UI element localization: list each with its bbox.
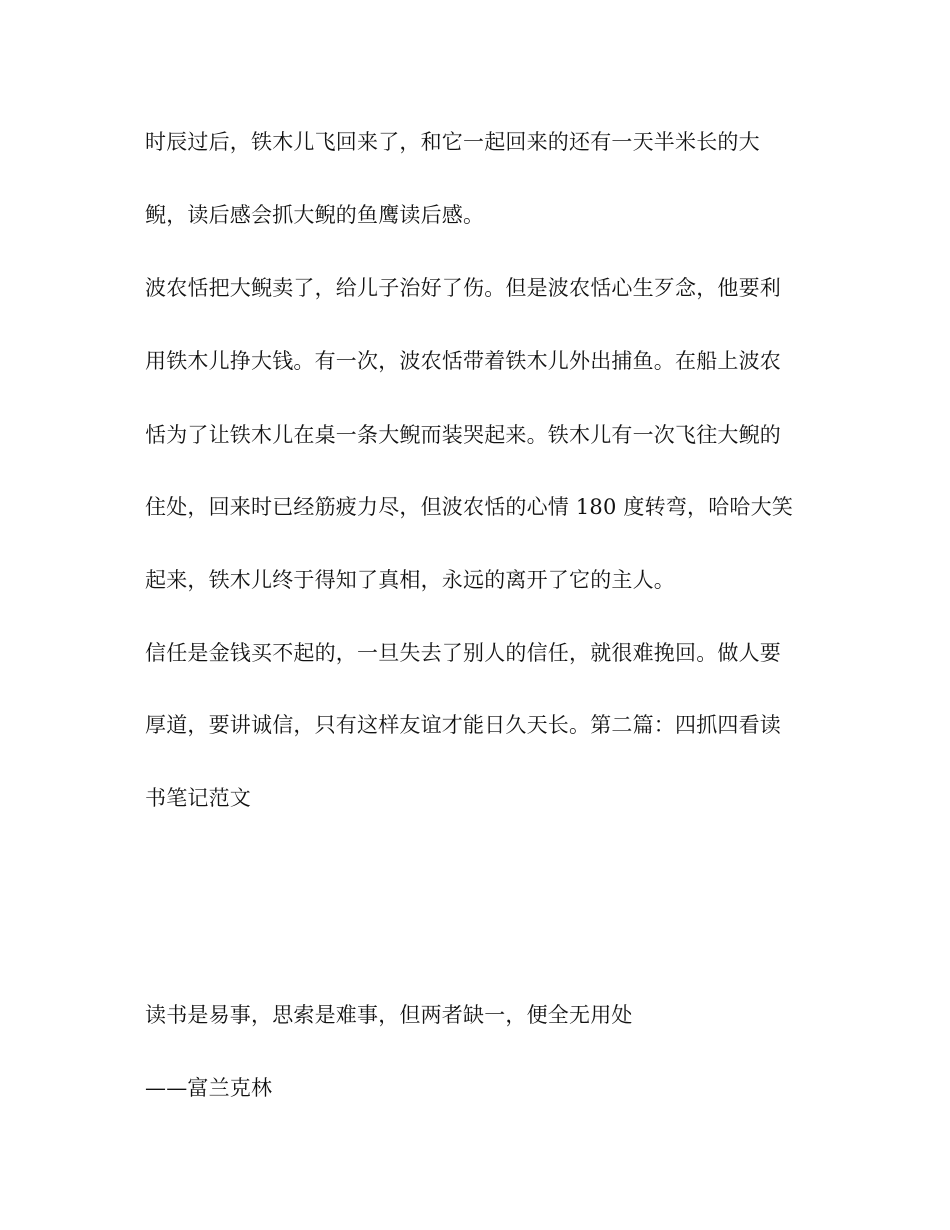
- quote-author: ——富兰克林: [145, 1076, 273, 1100]
- text-line: 住处，回来时已经筋疲力尽，但波农恬的心情 180 度转弯，哈哈大笑: [145, 495, 794, 519]
- text-line: 厚道，要讲诚信，只有这样友谊才能日久天长。第二篇：四抓四看读: [145, 713, 781, 737]
- text-line: 波农恬把大鲵卖了，给儿子治好了伤。但是波农恬心生歹念，他要利: [145, 276, 781, 300]
- text-line: 鲵，读后感会抓大鲵的鱼鹰读后感。: [145, 203, 485, 227]
- text-line: 用铁木儿挣大钱。有一次，波农恬带着铁木儿外出捕鱼。在船上波农: [145, 349, 781, 373]
- text-line: 时辰过后，铁木儿飞回来了，和它一起回来的还有一天半米长的大: [145, 130, 760, 154]
- quote-text: 读书是易事，思索是难事，但两者缺一，便全无用处: [145, 1003, 633, 1027]
- text-line: 信任是金钱买不起的，一旦失去了别人的信任，就很难挽回。做人要: [145, 641, 781, 665]
- text-line: 起来，铁木儿终于得知了真相，永远的离开了它的主人。: [145, 568, 675, 592]
- text-line: 书笔记范文: [145, 786, 251, 810]
- text-line: 恬为了让铁木儿在桌一条大鲵而装哭起来。铁木儿有一次飞往大鲵的: [145, 423, 781, 447]
